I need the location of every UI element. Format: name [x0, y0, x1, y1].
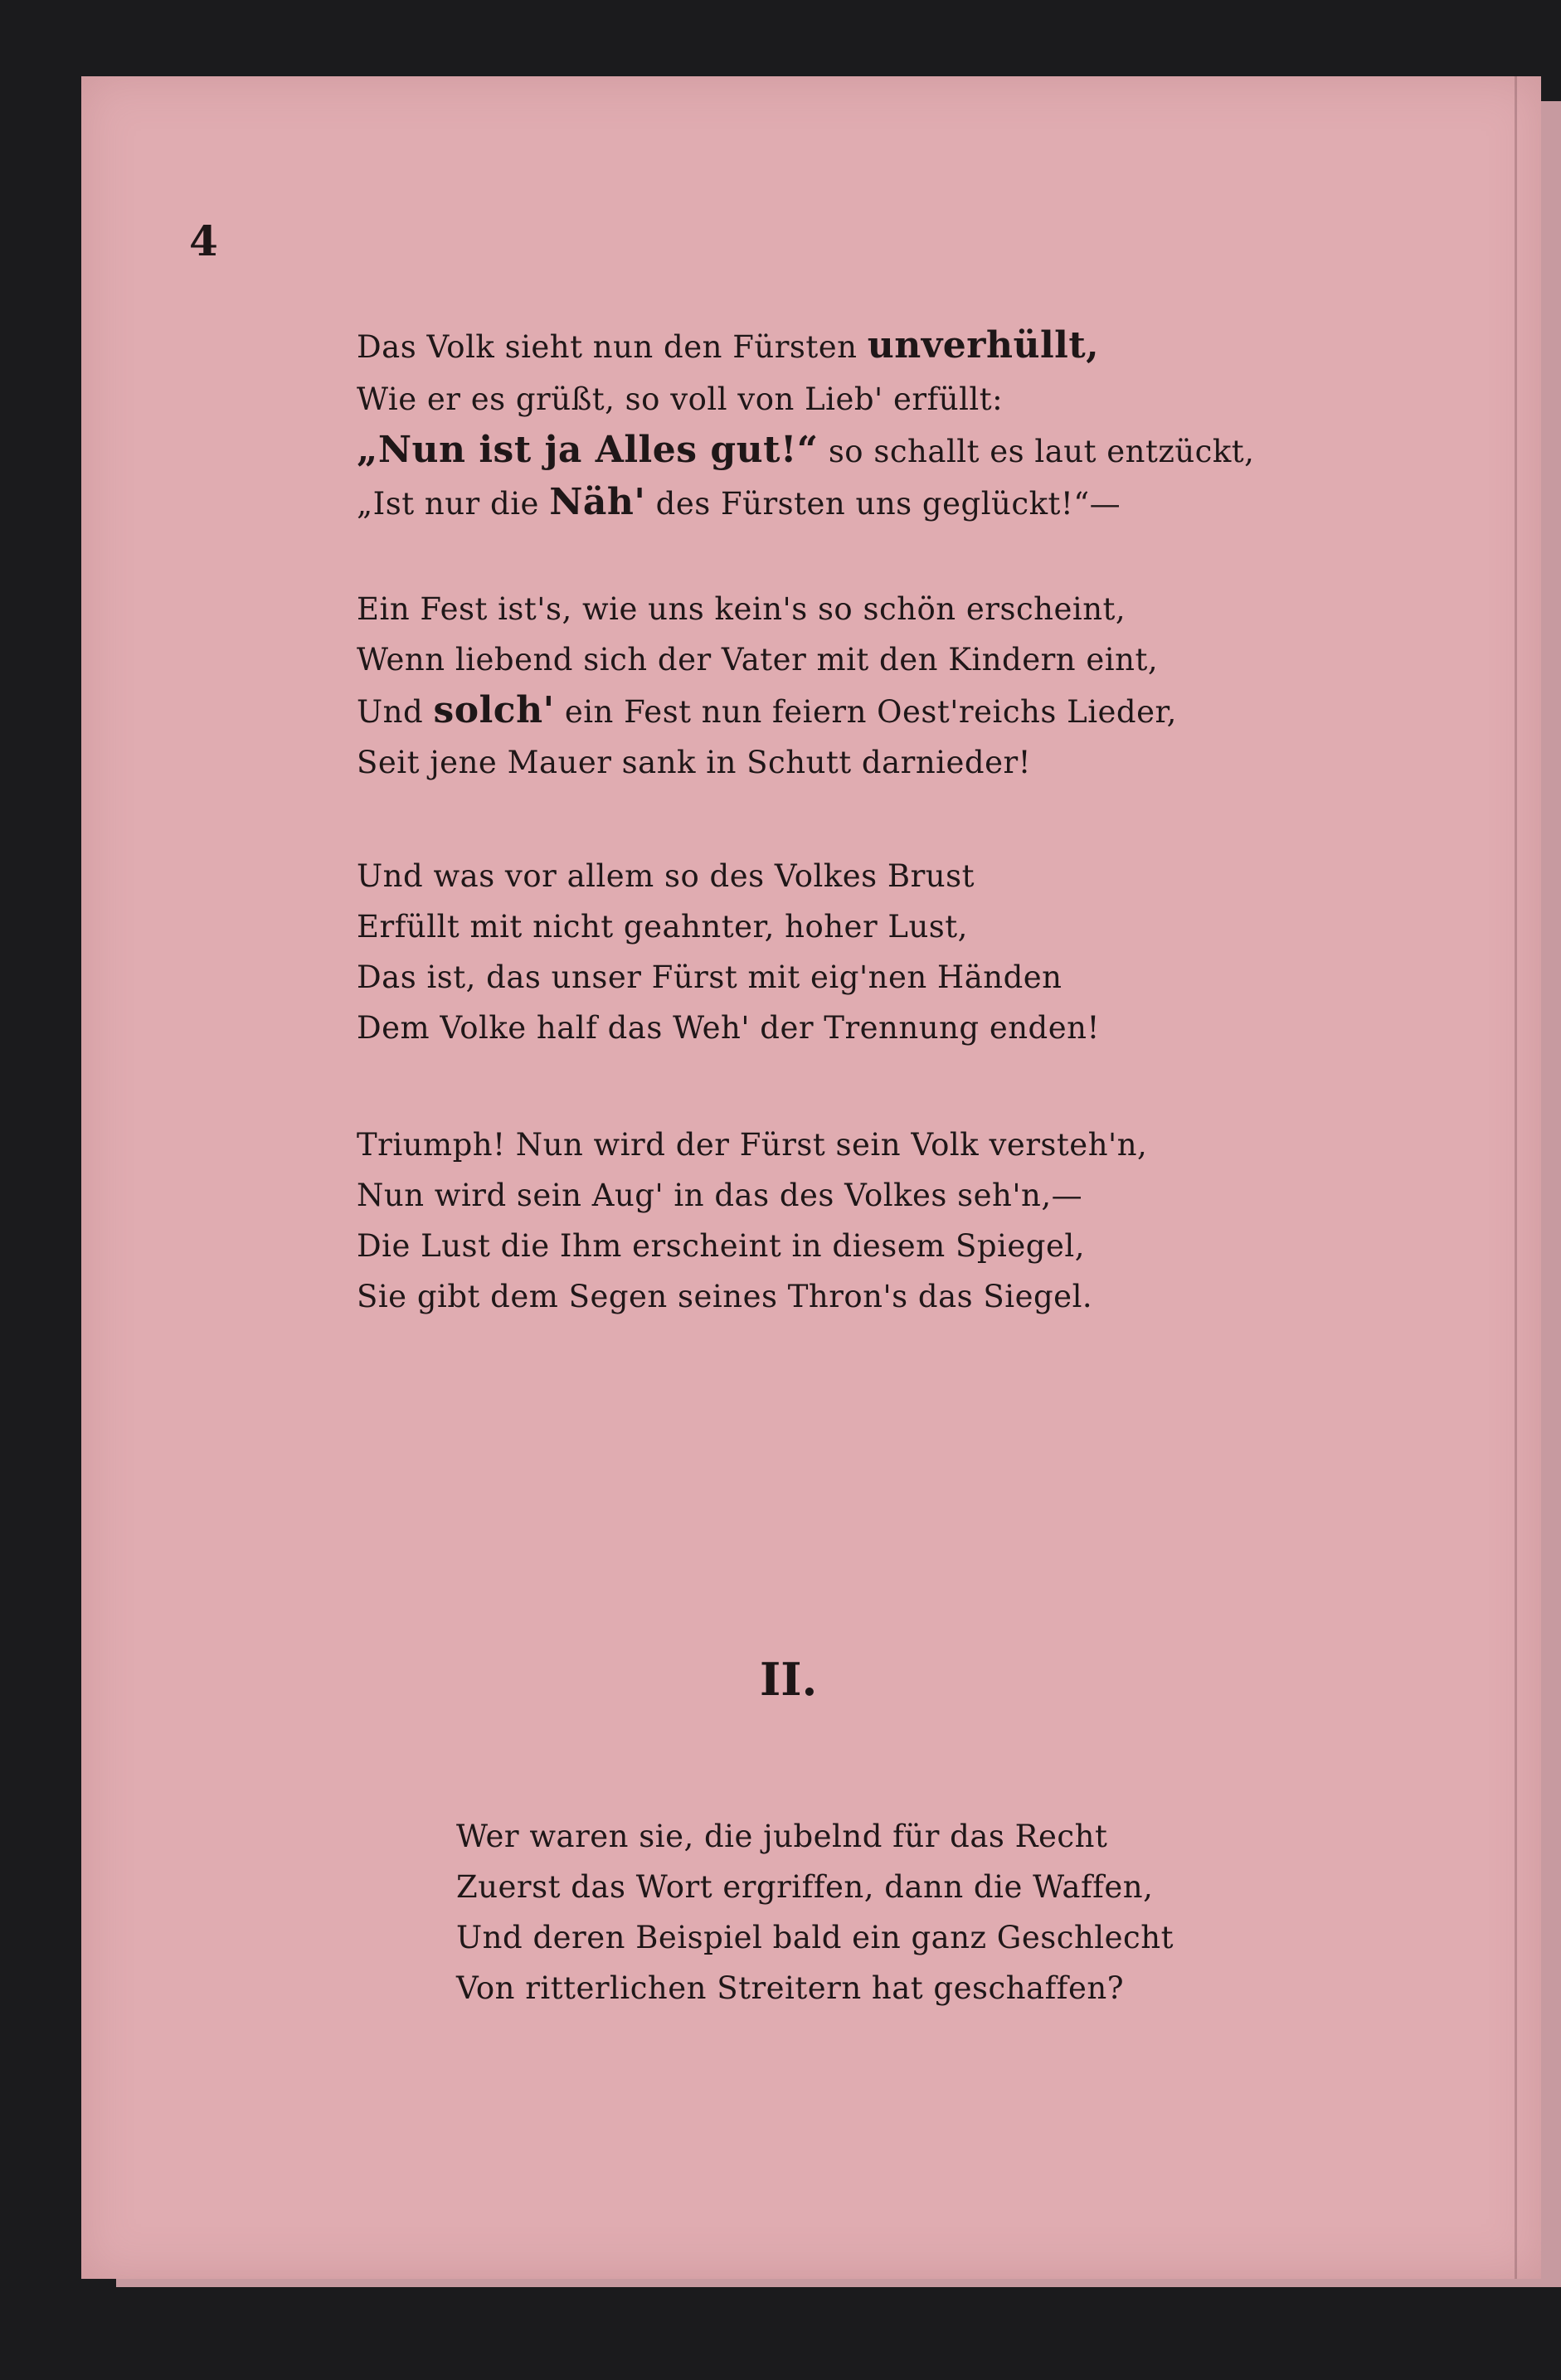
poem-line: Dem Volke half das Weh' der Trennung enden!	[357, 1010, 1100, 1046]
page-number: 4	[189, 216, 218, 265]
poem-line: Erfüllt mit nicht geahnter, hoher Lust,	[357, 909, 968, 945]
poem-line: Zuerst das Wort ergriffen, dann die Waffen,	[456, 1869, 1154, 1905]
section-numeral: II.	[760, 1653, 818, 1706]
poem-line: Triumph! Nun wird der Fürst sein Volk versteh'n,	[357, 1127, 1148, 1163]
poem-line: Das Volk sieht nun den Fürsten unverhüllt,	[357, 324, 1100, 367]
poem-line: Und deren Beispiel bald ein ganz Geschlecht	[456, 1920, 1174, 1955]
poem-line: Seit jene Mauer sank in Schutt darnieder!	[357, 745, 1032, 780]
poem-line: Wenn liebend sich der Vater mit den Kindern eint,	[357, 642, 1159, 678]
stanza-4	[357, 1120, 1147, 1322]
poem-line: Und solch' ein Fest nun feiern Oest'reichs Lieder,	[357, 689, 1177, 731]
emphasized-word: unverhüllt,	[867, 324, 1100, 367]
poem-line: Ein Fest ist's, wie uns kein's so schön erscheint,	[357, 591, 1126, 627]
emphasized-word: solch'	[433, 689, 555, 731]
stanza-3	[357, 851, 1100, 1053]
poem-line: Und was vor allem so des Volkes Brust	[357, 858, 975, 894]
section-two-stanza	[456, 1811, 1174, 2013]
emphasized-phrase: Nun ist ja Alles gut!“	[377, 429, 819, 471]
poem-line: Wie er es grüßt, so voll von Lieb' erfüllt:	[357, 381, 1004, 417]
poem-line: Sie gibt dem Segen seines Thron's das Siegel.	[357, 1279, 1093, 1314]
poem-line: „Nun ist ja Alles gut!“ so schallt es laut entzückt,	[357, 429, 1255, 471]
poem-line: Von ritterlichen Streitern hat geschaffen?	[456, 1970, 1125, 2006]
stanza-2	[357, 584, 1177, 788]
poem-line: Nun wird sein Aug' in das des Volkes seh'n,—	[357, 1178, 1083, 1213]
stanza-1	[357, 320, 1254, 529]
emphasized-word: Näh'	[549, 481, 646, 523]
page-fold-line	[1515, 76, 1517, 2279]
poem-line: Die Lust die Ihm erscheint in diesem Spiegel,	[357, 1228, 1085, 1264]
poem-line: Wer waren sie, die jubelnd für das Recht	[456, 1819, 1108, 1854]
poem-line: „Ist nur die Näh' des Fürsten uns geglückt!“—	[357, 481, 1121, 523]
poem-line: Das ist, das unser Fürst mit eig'nen Händen	[357, 959, 1063, 995]
